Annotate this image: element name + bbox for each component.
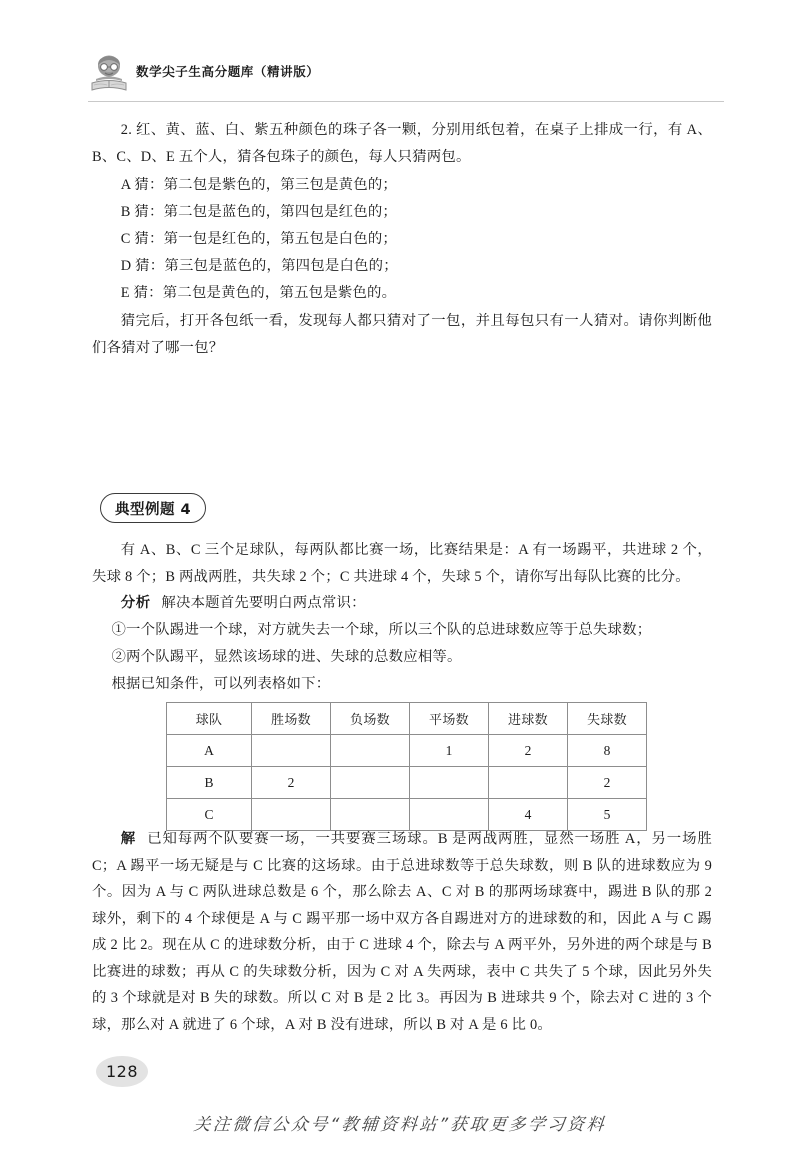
cell-goals-against: 5 bbox=[568, 799, 647, 831]
column-header-goals-for: 进球数 bbox=[489, 703, 568, 735]
column-header-goals-against: 失球数 bbox=[568, 703, 647, 735]
cell-goals-for: 4 bbox=[489, 799, 568, 831]
example-4-badge-label: 典型例题 4 bbox=[115, 501, 192, 518]
analysis-intro: 解决本题首先要明白两点常识： bbox=[161, 595, 366, 611]
analysis-line bbox=[92, 590, 712, 617]
table-header-row bbox=[167, 703, 647, 735]
example-4-badge bbox=[100, 493, 206, 523]
problem-2-guess-a: A 猜：第二包是紫色的，第三包是黄色的； bbox=[120, 177, 398, 193]
solution-label: 解 bbox=[120, 831, 137, 847]
cell-team: C bbox=[167, 799, 252, 831]
cell-losses bbox=[331, 767, 410, 799]
analysis-tail: 根据已知条件，可以列表格如下： bbox=[111, 676, 331, 692]
cell-goals-for: 2 bbox=[489, 735, 568, 767]
header-rule bbox=[88, 101, 724, 102]
cell-losses bbox=[331, 735, 410, 767]
cell-draws: 1 bbox=[410, 735, 489, 767]
cell-wins: 2 bbox=[252, 767, 331, 799]
problem-2-closing: 猜完后，打开各包纸一看，发现每人都只猜对了一包，并且每包只有一人猜对。请你判断他们各猜对了哪一包？ bbox=[92, 313, 712, 356]
column-header-losses: 负场数 bbox=[331, 703, 410, 735]
cell-goals-for bbox=[489, 767, 568, 799]
cell-wins bbox=[252, 735, 331, 767]
analysis-point-2: ②两个队踢平，显然该场球的进、失球的总数应相等。 bbox=[111, 649, 462, 665]
page-number: 128 bbox=[105, 1062, 139, 1081]
example-4-stem: 有 A、B、C 三个足球队，每两队都比赛一场，比赛结果是：A 有一场踢平，共进球 2 个，失球 8 个；B 两战两胜，共失球 2 个；C 共进球 4 个，失球 5 个，请你写出每队比赛的比分。 bbox=[92, 542, 712, 585]
column-header-wins: 胜场数 bbox=[252, 703, 331, 735]
running-head-title: 数学尖子生高分题库（精讲版） bbox=[136, 64, 320, 79]
analysis-point-1: ①一个队踢进一个球，对方就失去一个球，所以三个队的总进球数应等于总失球数； bbox=[111, 622, 652, 638]
column-header-draws: 平场数 bbox=[410, 703, 489, 735]
cell-draws bbox=[410, 767, 489, 799]
cell-goals-against: 8 bbox=[568, 735, 647, 767]
match-results-table bbox=[166, 702, 647, 831]
problem-2-stem: 2. 红、黄、蓝、白、紫五种颜色的珠子各一颗，分别用纸包着，在桌子上排成一行，有 A、B、C、D、E 五个人，猜各包珠子的颜色，每人只猜两包。 bbox=[92, 122, 712, 165]
cell-team: B bbox=[167, 767, 252, 799]
problem-2-guess-b: B 猜：第二包是蓝色的，第四包是红色的； bbox=[120, 204, 398, 220]
child-reading-book-icon bbox=[88, 52, 130, 96]
problem-2-guess-e: E 猜：第二包是黄色的，第五包是紫色的。 bbox=[120, 285, 397, 301]
table-row bbox=[167, 767, 647, 799]
problem-2-guess-d: D 猜：第三包是蓝色的，第四包是白色的； bbox=[120, 258, 398, 274]
cell-goals-against: 2 bbox=[568, 767, 647, 799]
footer-watermark-note: 关注微信公众号“教辅资料站”获取更多学习资料 bbox=[192, 1115, 607, 1135]
table-row bbox=[167, 735, 647, 767]
solution-text: 已知每两个队要赛一场，一共要赛三场球。B 是两战两胜，显然一场胜 A，另一场胜 C；A 踢平一场无疑是与 C 比赛的这场球。由于总进球数等于总失球数，则 B 队的进球数应为 9 个。因为 A 与 C 两队进球总数是 6 个，那么除去 A、C 对 B 的那两场球赛中，踢进 B 队的那 2 球外，剩下的 4 个球便是 A 与 C 踢平那一场中双方各自踢进对方的进球数的和，因此 A 与 C 踢成 2 比 2。现在从 C 的进球数分析，由于 C 进球 4 个，除去与 A 两平外，另外进的两个球是与 B 比赛进的球数；再从 C 的失球数分析，因为 C 对 A 失两球，表中 C 共失了 5 个球，因此另外失的 3 个球就是对 B 失的球数。所以 C 对 B 是 2 比 3。再因为 B 进球共 9 个，除去对 C 进的 3 个球，那么对 A 就进了 6 个球，A 对 B 没有进球，所以 B 对 A 是 6 比 0。 bbox=[92, 831, 712, 1033]
problem-2-guess-c: C 猜：第一包是红色的，第五包是白色的； bbox=[120, 231, 398, 247]
page-number-badge bbox=[96, 1056, 148, 1087]
running-head bbox=[88, 52, 724, 98]
cell-team: A bbox=[167, 735, 252, 767]
analysis-label: 分析 bbox=[120, 595, 151, 611]
solution-block bbox=[92, 826, 712, 1038]
column-header-team: 球队 bbox=[167, 703, 252, 735]
